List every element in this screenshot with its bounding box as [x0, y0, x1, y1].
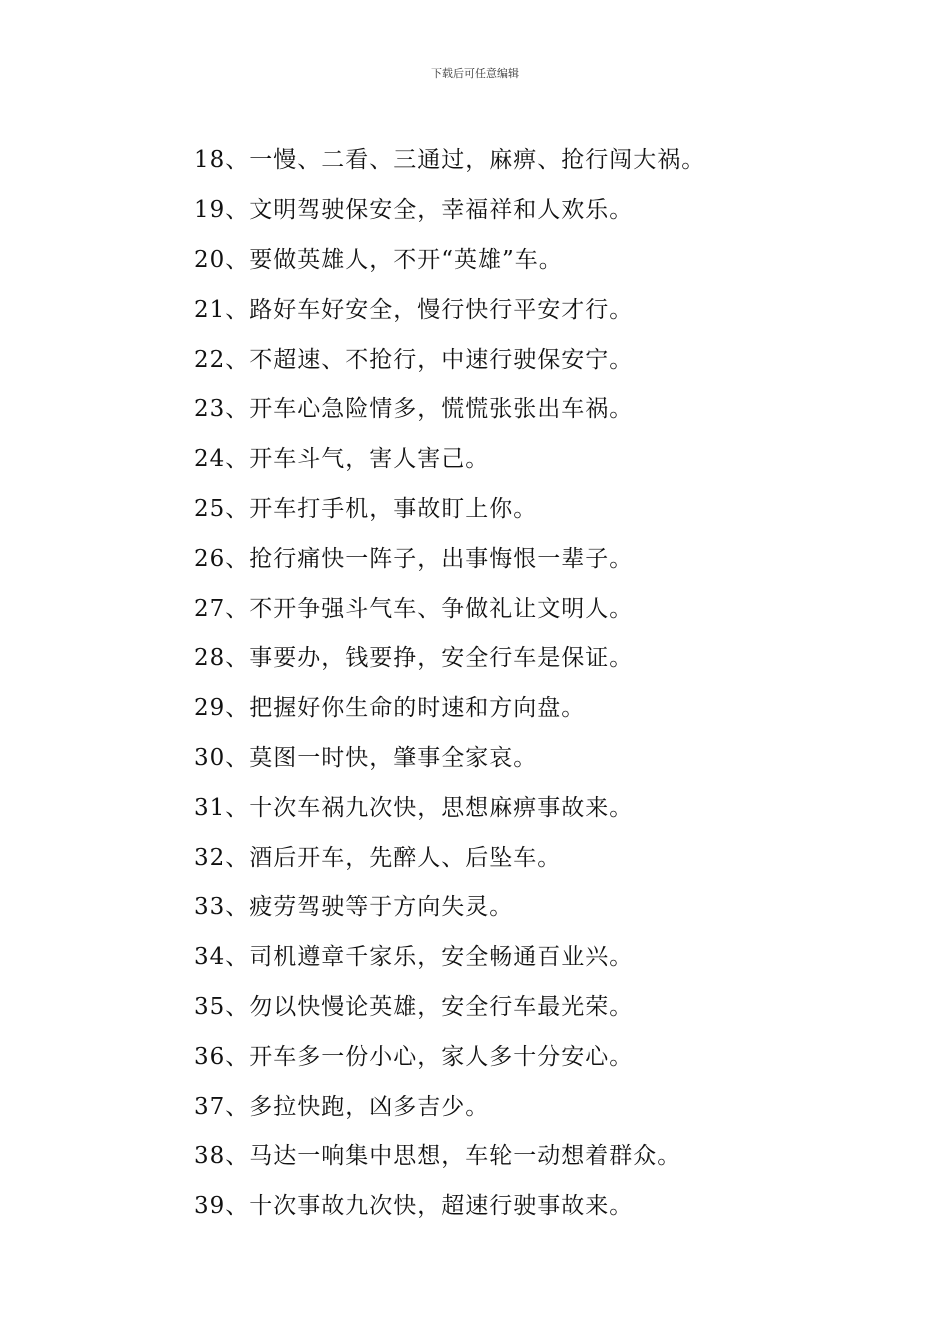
slogan-line: 20、要做英雄人，不开“英雄”车。	[194, 246, 563, 273]
slogan-line: 39、十次事故九次快，超速行驶事故来。	[194, 1193, 634, 1220]
slogan-line: 31、十次车祸九次快，思想麻痹事故来。	[194, 794, 634, 821]
slogan-line: 19、文明驾驶保安全，幸福祥和人欢乐。	[194, 197, 634, 224]
slogan-line: 18、一慢、二看、三通过，麻痹、抢行闯大祸。	[194, 147, 706, 174]
slogan-line: 34、司机遵章千家乐，安全畅通百业兴。	[194, 944, 634, 971]
slogan-line: 33、疲劳驾驶等于方向失灵。	[194, 894, 514, 921]
slogan-line: 29、把握好你生命的时速和方向盘。	[194, 695, 586, 722]
slogan-line: 28、事要办，钱要挣，安全行车是保证。	[194, 645, 634, 672]
slogan-line: 38、马达一响集中思想，车轮一动想着群众。	[194, 1143, 682, 1170]
slogan-line: 24、开车斗气，害人害己。	[194, 446, 490, 473]
slogan-line: 21、路好车好安全，慢行快行平安才行。	[194, 296, 634, 323]
slogan-line: 35、勿以快慢论英雄，安全行车最光荣。	[194, 993, 634, 1020]
slogan-line: 32、酒后开车，先醉人、后坠车。	[194, 844, 562, 871]
slogan-line: 30、莫图一时快，肇事全家哀。	[194, 744, 538, 771]
page-header: 下载后可任意编辑	[431, 67, 519, 80]
slogan-line: 37、多拉快跑，凶多吉少。	[194, 1093, 490, 1120]
slogan-list	[194, 133, 910, 1229]
slogan-line: 26、抢行痛快一阵子，出事悔恨一辈子。	[194, 545, 634, 572]
slogan-line: 23、开车心急险情多，慌慌张张出车祸。	[194, 396, 634, 423]
slogan-line: 22、不超速、不抢行，中速行驶保安宁。	[194, 346, 634, 373]
slogan-line: 25、开车打手机，事故盯上你。	[194, 495, 538, 522]
slogan-line: 36、开车多一份小心，家人多十分安心。	[194, 1043, 634, 1070]
slogan-line: 27、不开争强斗气车、争做礼让文明人。	[194, 595, 634, 622]
